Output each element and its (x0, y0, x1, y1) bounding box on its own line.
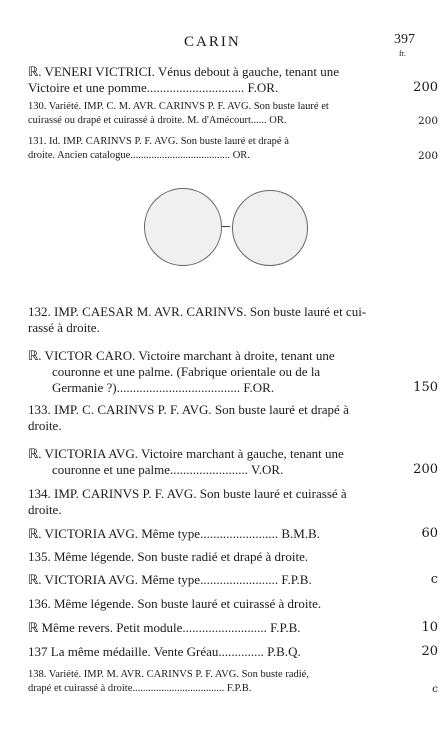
entry-6-line1: ℝ. VICTORIA AVG. Victoire marchant à gauche, tenant une (28, 446, 344, 461)
entry-1-price: 200 (417, 115, 438, 127)
entry-14-line2: drapé et cuirassé à droite................................... F.P.B. (28, 683, 252, 694)
entry-2-price: 200 (417, 150, 438, 162)
entry-7-line1: 134. IMP. CARINVS P. F. AVG. Son buste lauré et cuirassé à (28, 486, 347, 501)
entry-14-line1: 138. Variété. IMP. M. AVR. CARINVS P. F. AVG. Son buste radié, (28, 669, 309, 680)
entry-0-line2: Victoire et une pomme.............................. F.OR. (28, 80, 279, 95)
entry-13-line1: 137 La même médaille. Vente Gréau.............. P.B.Q. (28, 644, 301, 659)
entry-8-price: 60 (421, 526, 438, 541)
entry-7-line2: droite. (28, 502, 62, 517)
unit-label: fr. (399, 49, 406, 58)
entry-1-line2: cuirassé ou drapé et cuirassé à droite. M. d'Amécourt...... OR. (28, 115, 287, 126)
entry-5-line2: droite. (28, 418, 62, 433)
entry-4-line2: couronne et une palme. (Fabrique orientale ou de la (52, 364, 321, 379)
entry-3-line1: 132. IMP. CAESAR M. AVR. CARINVS. Son buste lauré et cui- (28, 304, 367, 319)
page-title: CARIN (184, 34, 241, 50)
entry-0-price: 200 (413, 80, 438, 95)
entry-6-line2: couronne et une palme........................ V.OR. (52, 462, 284, 477)
entry-1-line1: 130. Variété. IMP. C. M. AVR. CARINVS P. F. AVG. Son buste lauré et (28, 101, 329, 112)
entry-13-price: 20 (421, 644, 438, 659)
entry-9-line1: 135. Même légende. Son buste radié et drapé à droite. (28, 549, 309, 564)
entry-4-line1: ℝ. VICTOR CARO. Victoire marchant à droite, tenant une (28, 348, 335, 363)
entry-4-price: 150 (413, 380, 438, 395)
entry-6-price: 200 (413, 462, 438, 477)
entry-10-price: c (430, 572, 438, 587)
entry-12-line1: ℝ Même revers. Petit module.......................... F.P.B. (28, 620, 301, 635)
entry-14-price: c (432, 683, 438, 695)
coin-separator (222, 226, 230, 227)
entry-4-line3: Germanie ?)...................................... F.OR. (52, 380, 275, 395)
entry-3-line2: rassé à droite. (28, 320, 100, 335)
page-number: 397 (394, 32, 415, 47)
entry-2-line1: 131. Id. IMP. CARINVS P. F. AVG. Son buste lauré et drapé à (28, 136, 289, 147)
entry-11-line1: 136. Même légende. Son buste lauré et cuirassé à droite. (28, 596, 322, 611)
entry-0-line1: ℝ. VENERI VICTRICI. Vénus debout à gauche, tenant une (28, 64, 340, 79)
entry-12-price: 10 (421, 620, 438, 635)
coin-reverse (232, 190, 308, 266)
entry-2-line2: droite. Ancien catalogue...................................... OR. (28, 150, 250, 161)
entry-5-line1: 133. IMP. C. CARINVS P. F. AVG. Son buste lauré et drapé à (28, 402, 349, 417)
entry-10-line1: ℝ. VICTORIA AVG. Même type........................ F.P.B. (28, 572, 312, 587)
coin-obverse (144, 188, 222, 266)
entry-8-line1: ℝ. VICTORIA AVG. Même type........................ B.M.B. (28, 526, 320, 541)
